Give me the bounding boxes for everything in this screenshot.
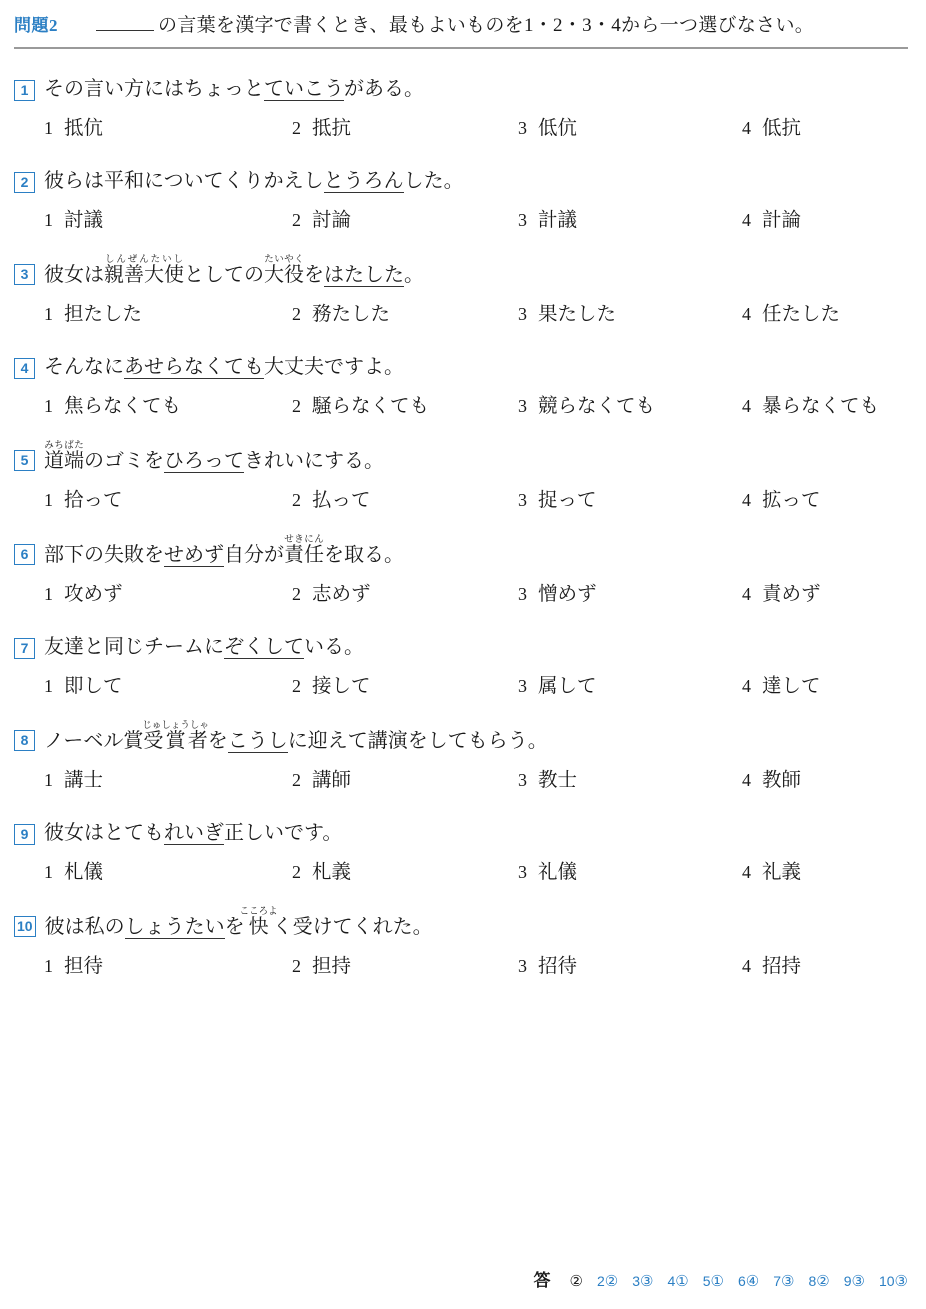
choice-label: 攻めず [64, 584, 123, 605]
choice-label: 担たした [64, 304, 143, 325]
choice-option-2[interactable]: 2 接して [292, 670, 518, 698]
choice-option-2[interactable]: 2 務たした [292, 298, 518, 326]
choice-label: 招持 [762, 956, 802, 977]
choice-option-3[interactable]: 3 果たした [518, 298, 742, 326]
choice-label: 札義 [312, 862, 352, 883]
answer-key-first: ② [569, 1274, 583, 1290]
answer-key-mark: ② [604, 1273, 619, 1290]
choice-label: 焦らなくても [64, 396, 182, 417]
choice-option-1[interactable]: 1 担たした [44, 298, 292, 326]
question-item [14, 441, 908, 512]
choice-row [44, 484, 908, 512]
choice-label: 低伉 [538, 118, 578, 139]
question-stem [44, 71, 424, 104]
choice-option-4[interactable]: 4 計論 [742, 204, 801, 232]
answer-key-item [844, 1272, 865, 1290]
choice-option-2[interactable]: 2 抵抗 [292, 112, 518, 140]
stem-underlined-word: ひろって [164, 450, 244, 472]
choice-option-2[interactable]: 2 講師 [292, 764, 518, 792]
choice-label: 低抗 [762, 118, 802, 139]
answer-key-mark: ① [675, 1273, 689, 1290]
stem-suffix: 正しいです。 [224, 822, 343, 844]
ruby-reading: じゅしょうしゃ [142, 721, 209, 731]
choice-label: 接して [312, 676, 371, 697]
choice-label: 抵抗 [312, 118, 352, 139]
question-stem: 彼女は親善大使しんぜんたいしとしての大役たいやくをはたした。 [44, 255, 424, 286]
choice-option-2[interactable]: 2 担持 [292, 950, 518, 978]
stem-prefix: その言い方にはちょっと [44, 78, 264, 100]
choice-label: 札儀 [64, 862, 104, 883]
choice-option-2[interactable]: 2 札義 [292, 856, 518, 884]
blank-underline [96, 16, 154, 31]
choice-option-4[interactable]: 4 招持 [742, 950, 801, 978]
question-item [14, 535, 908, 606]
question-stem: ノーベル賞受賞者じゅしょうしゃをこうしに迎えて講演をしてもらう。 [44, 721, 548, 752]
ruby-reading: せきにん [284, 535, 324, 545]
choice-option-3[interactable]: 3 捉って [518, 484, 742, 512]
question-item [14, 907, 908, 978]
stem-underlined-word: こうし [227, 730, 288, 752]
choice-row [44, 670, 908, 698]
choice-option-4[interactable]: 4 拡って [742, 484, 821, 512]
answer-key-item [879, 1272, 908, 1290]
stem-underlined-word: れいぎ [164, 822, 224, 844]
choice-row [44, 578, 908, 606]
choice-label: 捉って [538, 490, 597, 511]
question-number: 7 [14, 638, 35, 659]
choice-option-1[interactable]: 1 攻めず [44, 578, 292, 606]
question-stem: 部下の失敗をせめず自分が責任せきにんを取る。 [44, 535, 404, 566]
choice-option-2[interactable]: 2 討論 [292, 204, 518, 232]
choice-label: 暴らなくても [762, 396, 880, 417]
answer-key-question-number: 7 [773, 1273, 782, 1289]
choice-row [44, 390, 908, 418]
choice-option-4[interactable]: 4 暴らなくても [742, 390, 879, 418]
ruby-reading: こころよ [239, 907, 278, 917]
choice-option-1[interactable]: 1 即して [44, 670, 292, 698]
choice-label: 憎めず [538, 584, 597, 605]
question-item [14, 71, 908, 140]
question-stem [44, 815, 342, 848]
ruby-annotation: 道端みちばた [44, 441, 84, 472]
ruby-annotation: 大役たいやく [264, 255, 304, 286]
answer-key-item [632, 1272, 653, 1290]
question-list [14, 49, 908, 978]
choice-label: 拡って [762, 490, 821, 511]
answer-key-mark: ④ [745, 1273, 760, 1290]
choice-option-1[interactable]: 1 拾って [44, 484, 292, 512]
answer-key-mark: ② [816, 1273, 830, 1290]
answer-key-item [667, 1272, 688, 1290]
choice-label: 招待 [538, 956, 578, 977]
exercise-label: 問題2 [14, 16, 58, 35]
ruby-reading: みちばた [44, 441, 84, 451]
question-item [14, 815, 908, 884]
choice-option-3[interactable]: 3 教士 [518, 764, 742, 792]
answer-key-item [773, 1272, 794, 1290]
choice-row [44, 856, 908, 884]
choice-label: 属して [538, 676, 597, 697]
answer-key-question-number: 3 [632, 1273, 641, 1289]
question-number: 8 [14, 730, 35, 751]
choice-option-2[interactable]: 2 志めず [292, 578, 518, 606]
choice-label: 責めず [762, 584, 821, 605]
answer-key-item [597, 1272, 618, 1290]
stem-underlined-word: ていこう [264, 78, 344, 100]
choice-option-1[interactable]: 1 札儀 [44, 856, 292, 884]
stem-prefix: そんなに [44, 356, 124, 378]
choice-label: 即して [64, 676, 123, 697]
question-item [14, 629, 908, 698]
stem-suffix: いる。 [304, 636, 364, 658]
question-stem [44, 629, 364, 662]
question-item [14, 349, 908, 418]
question-number: 1 [14, 80, 35, 101]
choice-label: 志めず [312, 584, 371, 605]
stem-underlined-word: しょうたい [124, 916, 225, 938]
choice-option-4[interactable]: 4 低抗 [742, 112, 801, 140]
choice-option-2[interactable]: 2 払って [292, 484, 518, 512]
answer-key-mark: ③ [894, 1273, 908, 1290]
choice-option-1[interactable]: 1 抵伉 [44, 112, 292, 140]
question-stem [44, 163, 464, 196]
choice-option-3[interactable]: 3 低伉 [518, 112, 742, 140]
choice-option-2[interactable]: 2 騒らなくても [292, 390, 518, 418]
choice-label: 任たした [762, 304, 841, 325]
answer-key-question-number: 9 [843, 1273, 852, 1289]
answer-key-mark: ③ [851, 1273, 865, 1290]
choice-option-3[interactable]: 3 憎めず [518, 578, 742, 606]
choice-row [44, 112, 908, 140]
answer-key-mark: ③ [781, 1273, 795, 1290]
question-number: 6 [14, 544, 35, 565]
choice-option-1[interactable]: 1 討議 [44, 204, 292, 232]
answer-key-mark: ③ [640, 1273, 654, 1290]
ruby-annotation: 親善大使しんぜんたいし [104, 255, 184, 286]
stem-underlined-word: せめず [164, 544, 224, 566]
ruby-annotation: 受賞者じゅしょうしゃ [142, 721, 209, 752]
choice-label: 講師 [312, 770, 352, 791]
question-item [14, 721, 908, 792]
stem-underlined-word: あせらなくても [124, 356, 264, 378]
stem-underlined-word: ぞくして [224, 636, 304, 658]
choice-label: 果たした [538, 304, 617, 325]
ruby-annotation: 責任せきにん [284, 535, 324, 566]
question-number: 2 [14, 172, 35, 193]
question-item [14, 255, 908, 326]
choice-row [44, 298, 908, 326]
answer-key-item [703, 1272, 724, 1290]
question-stem: 彼は私のしょうたいを快こころよく受けてくれた。 [44, 907, 433, 938]
answer-key [0, 1266, 908, 1291]
exercise-instruction: の言葉を漢字で書くとき、最もよいものを1・2・3・4から一つ選びなさい。 [158, 15, 815, 36]
stem-prefix: 彼らは平和についてくりかえし [44, 170, 324, 192]
choice-option-4[interactable]: 4 教師 [742, 764, 801, 792]
choice-option-4[interactable]: 4 礼義 [742, 856, 801, 884]
answer-key-mark: ① [710, 1273, 724, 1290]
stem-prefix: 彼女はとても [44, 822, 164, 844]
choice-row [44, 950, 908, 978]
choice-label: 騒らなくても [312, 396, 430, 417]
choice-label: 担待 [64, 956, 104, 977]
choice-label: 計議 [538, 210, 578, 231]
choice-label: 討議 [64, 210, 104, 231]
choice-label: 教士 [538, 770, 578, 791]
choice-label: 競らなくても [538, 396, 656, 417]
question-item [14, 163, 908, 232]
question-number: 3 [14, 264, 35, 285]
choice-label: 計論 [762, 210, 802, 231]
choice-option-3[interactable]: 3 招待 [518, 950, 742, 978]
stem-prefix: 友達と同じチームに [44, 636, 224, 658]
choice-label: 礼儀 [538, 862, 578, 883]
choice-label: 講士 [64, 770, 104, 791]
answer-key-question-number: 4 [667, 1273, 676, 1289]
stem-underlined-word: とうろん [323, 170, 404, 192]
ruby-reading: しんぜんたいし [104, 255, 184, 265]
choice-option-3[interactable]: 3 礼儀 [518, 856, 742, 884]
stem-underlined-word: はたした [324, 264, 404, 286]
choice-label: 払って [312, 490, 371, 511]
answer-key-question-number: 5 [702, 1273, 711, 1289]
stem-suffix: 大丈夫ですよ。 [264, 356, 404, 378]
ruby-reading: たいやく [264, 255, 304, 265]
answer-key-item [808, 1272, 829, 1290]
answer-key-question-number: 10 [878, 1273, 895, 1289]
question-number: 9 [14, 824, 35, 845]
question-stem: 道端みちばたのゴミをひろってきれいにする。 [44, 441, 384, 472]
ruby-annotation: 快こころよ [239, 907, 278, 938]
choice-label: 教師 [762, 770, 802, 791]
choice-label: 討論 [312, 210, 352, 231]
choice-option-4[interactable]: 4 任たした [742, 298, 840, 326]
choice-label: 拾って [64, 490, 123, 511]
choice-label: 抵伉 [64, 118, 104, 139]
question-stem [44, 349, 404, 382]
choice-option-4[interactable]: 4 達して [742, 670, 821, 698]
choice-label: 礼義 [762, 862, 802, 883]
choice-option-4[interactable]: 4 責めず [742, 578, 821, 606]
choice-row [44, 204, 908, 232]
choice-option-3[interactable]: 3 競らなくても [518, 390, 742, 418]
choice-option-3[interactable]: 3 属して [518, 670, 742, 698]
choice-option-1[interactable]: 1 講士 [44, 764, 292, 792]
question-number: 10 [14, 916, 36, 937]
choice-label: 達して [762, 676, 821, 697]
exercise-header [14, 8, 908, 49]
choice-label: 担持 [312, 956, 352, 977]
answer-key-question-number: 2 [596, 1273, 605, 1289]
choice-option-3[interactable]: 3 計議 [518, 204, 742, 232]
stem-suffix: した。 [403, 170, 464, 192]
choice-row [44, 764, 908, 792]
choice-option-1[interactable]: 1 焦らなくても [44, 390, 292, 418]
answer-key-question-number: 8 [808, 1273, 817, 1289]
question-number: 4 [14, 358, 35, 379]
answer-key-label: 答 [533, 1271, 552, 1290]
answer-key-question-number: 6 [737, 1273, 746, 1289]
question-number: 5 [14, 450, 35, 471]
answer-key-item [738, 1272, 759, 1290]
choice-label: 務たした [312, 304, 391, 325]
stem-suffix: がある。 [344, 78, 424, 100]
choice-option-1[interactable]: 1 担待 [44, 950, 292, 978]
